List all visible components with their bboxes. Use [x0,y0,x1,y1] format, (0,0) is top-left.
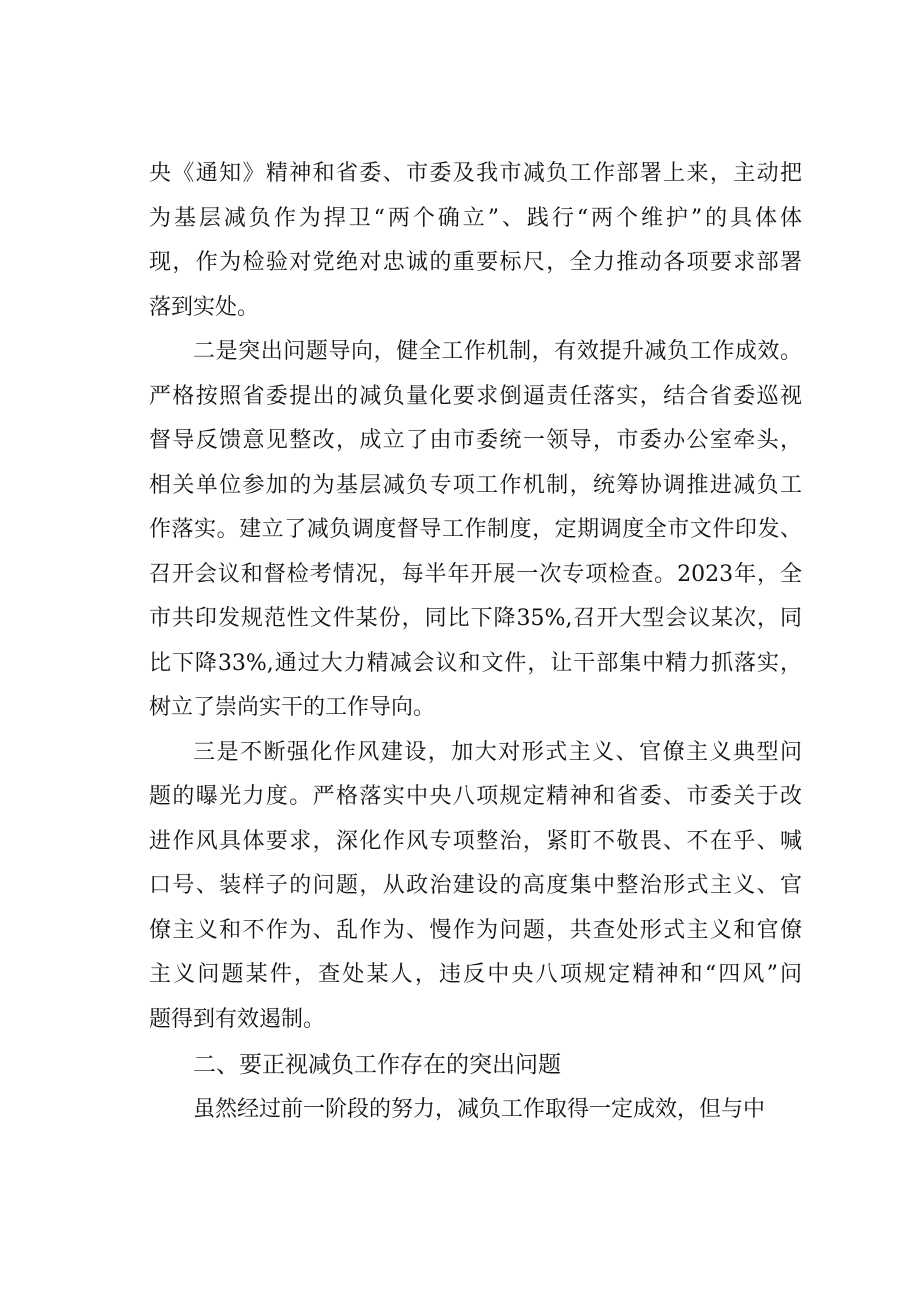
section-heading: 二、要正视减负工作存在的突出问题 [193,1052,561,1078]
text-line: 作落实。建立了减负调度督导工作制度，定期调度全市文件印发、 [149,517,802,542]
text-line: 召开会议和督检考情况，每半年开展一次专项检查。2023年，全 [149,561,802,587]
document-body [149,152,802,1133]
text-line: 二是突出问题导向，健全工作机制，有效提升减负工作成效。 [193,339,802,364]
text-line: 为基层减负作为捍卫“两个确立”、践行“两个维护”的具体体 [149,205,802,231]
text-line: 相关单位参加的为基层减负专项工作机制，统筹协调推进减负工 [149,472,802,498]
text-line: 三是不断强化作风建设，加大对形式主义、官僚主义典型问 [193,739,802,765]
text-line: 题的曝光力度。严格落实中央八项规定精神和省委、市委关于改 [149,784,802,809]
text-line: 口号、装样子的问题，从政治建设的高度集中整治形式主义、官 [149,873,802,898]
paragraph-3 [149,731,802,1043]
text-line: 主义问题某件，查处某人，违反中央八项规定精神和“四风”问 [149,962,802,987]
text-line: 市共印发规范性文件某份，同比下降35%,召开大型会议某次，同 [149,606,802,631]
text-line: 虽然经过前一阶段的努力，减负工作取得一定成效，但与中 [193,1097,766,1122]
text-line: 落到实处。 [149,294,260,320]
text-line: 央《通知》精神和省委、市委及我市减负工作部署上来，主动把 [149,161,802,186]
text-line: 题得到有效遏制。 [149,1006,326,1032]
text-line: 严格按照省委提出的减负量化要求倒逼责任落实，结合省委巡视 [149,383,802,409]
text-line: 树立了崇尚实干的工作导向。 [149,695,436,720]
paragraph-4 [149,1088,802,1133]
text-line: 僚主义和不作为、乱作为、慢作为问题，共查处形式主义和官僚 [149,917,802,943]
paragraph-1 [149,152,802,330]
text-line: 进作风具体要求，深化作风专项整治，紧盯不敬畏、不在乎、喊 [149,828,802,854]
paragraph-2 [149,330,802,731]
text-line: 督导反馈意见整改，成立了由市委统一领导，市委办公室牵头， [149,428,802,453]
text-line: 现，作为检验对党绝对忠诚的重要标尺，全力推动各项要求部署 [149,250,802,275]
text-line: 比下降33%,通过大力精减会议和文件，让干部集中精力抓落实， [149,650,802,676]
